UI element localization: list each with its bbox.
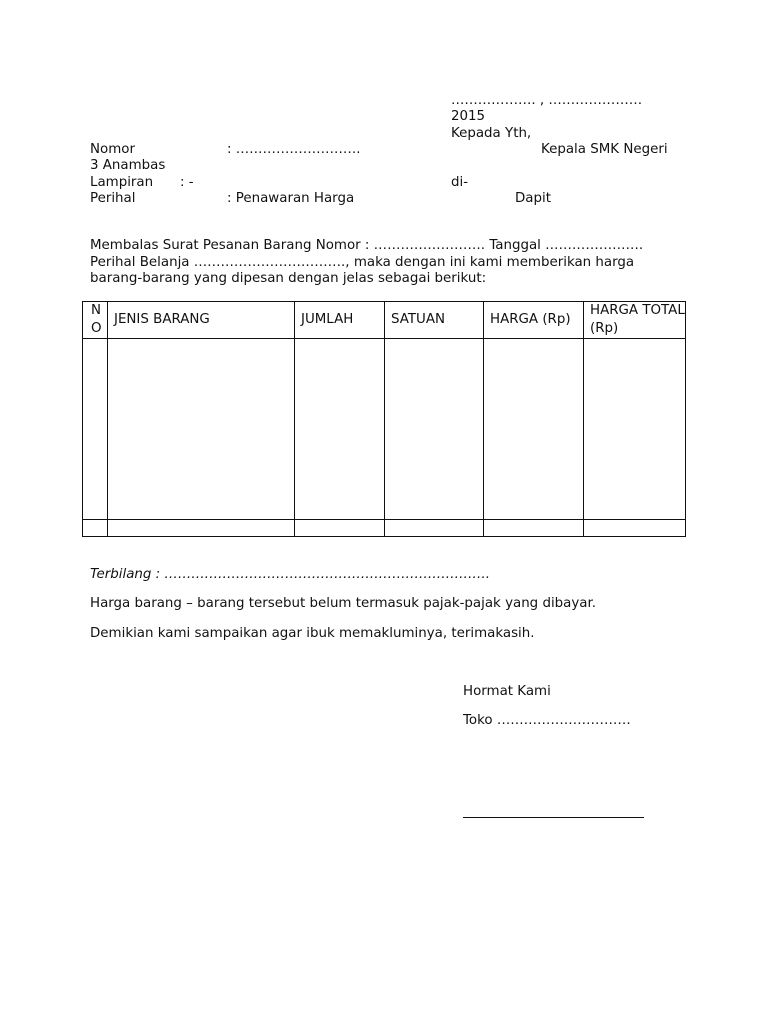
intro-line-3: barang-barang yang dipesan dengan jelas sebagai berikut: — [90, 271, 487, 286]
year: 2015 — [451, 109, 486, 124]
header-harga: HARGA (Rp) — [484, 302, 584, 339]
header-no: N O — [83, 302, 108, 339]
date-line: ………………. , ………………… — [451, 93, 643, 108]
table-cell — [83, 520, 108, 537]
items-table — [82, 301, 686, 537]
kepada-yth: Kepada Yth, — [451, 126, 532, 141]
lampiran-value: : - — [180, 175, 194, 190]
table-cell — [484, 339, 584, 520]
table-cell — [295, 339, 385, 520]
recipient-line-2: 3 Anambas — [90, 158, 166, 173]
tax-note: Harga barang – barang tersebut belum termasuk pajak-pajak yang dibayar. — [90, 596, 597, 611]
terbilang-line: Terbilang : ………………………………………………………………. — [90, 567, 491, 582]
table-cell — [584, 520, 686, 537]
nomor-value: : ………………………. — [227, 142, 361, 157]
header-satuan: SATUAN — [385, 302, 484, 339]
table-row — [83, 339, 686, 520]
di-label: di- — [451, 175, 469, 190]
place-name: Dapit — [515, 191, 551, 206]
lampiran-label: Lampiran — [90, 175, 154, 190]
signature-line — [463, 817, 644, 818]
table-row — [83, 520, 686, 537]
table-cell — [83, 339, 108, 520]
demikian-line: Demikian kami sampaikan agar ibuk memakluminya, terimakasih. — [90, 626, 535, 641]
nomor-label: Nomor — [90, 142, 135, 157]
toko-line: Toko ………………………… — [463, 713, 631, 728]
table-cell — [385, 520, 484, 537]
perihal-value: : Penawaran Harga — [227, 191, 355, 206]
table-cell — [295, 520, 385, 537]
perihal-label: Perihal — [90, 191, 136, 206]
header-jumlah: JUMLAH — [295, 302, 385, 339]
recipient-line-1: Kepala SMK Negeri — [541, 142, 668, 157]
table-cell — [108, 520, 295, 537]
intro-line-2: Perihal Belanja ……………………………., maka dengan ini kami memberikan harga — [90, 255, 635, 270]
header-jenis-barang: JENIS BARANG — [108, 302, 295, 339]
table-header-row — [83, 302, 686, 339]
hormat-kami: Hormat Kami — [463, 684, 551, 699]
table-cell — [484, 520, 584, 537]
header-harga-total: HARGA TOTAL (Rp) — [584, 302, 686, 339]
intro-line-1: Membalas Surat Pesanan Barang Nomor : ……………………. Tanggal …………………. — [90, 238, 644, 253]
table-cell — [584, 339, 686, 520]
table-cell — [385, 339, 484, 520]
table-cell — [108, 339, 295, 520]
